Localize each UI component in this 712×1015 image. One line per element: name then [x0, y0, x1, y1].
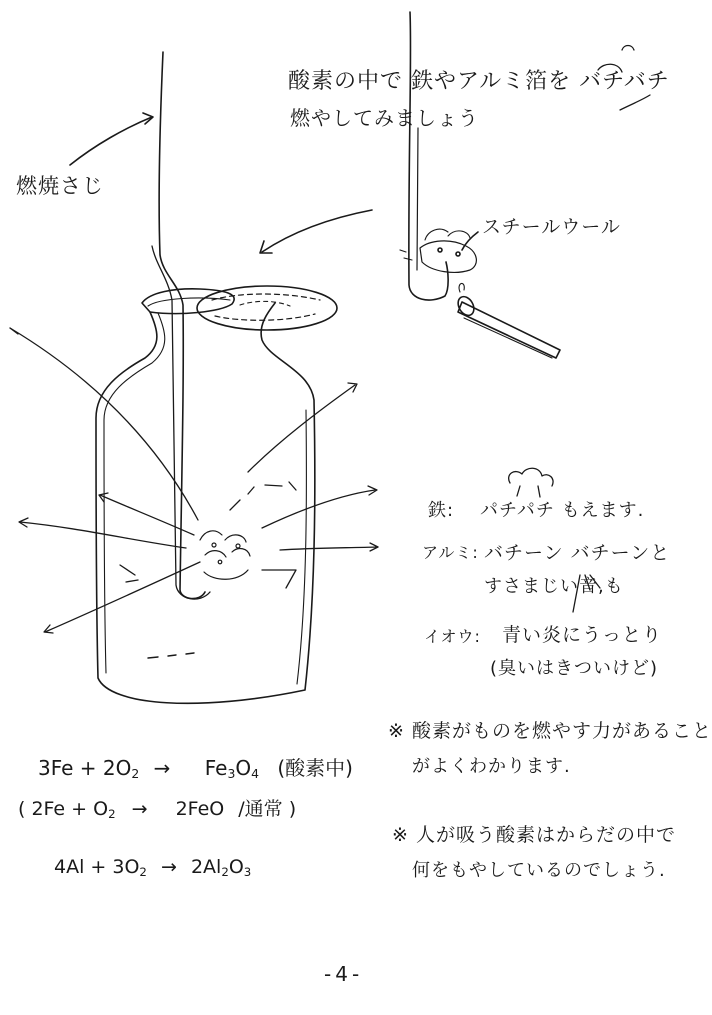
note-2-line-1: ※ 人が吸う酸素はからだの中で	[392, 824, 676, 846]
page-title: 酸素の中で 鉄やアルミ箔を バチバチ	[288, 69, 670, 94]
iron-text: パチパチ もえます.	[480, 500, 645, 521]
glass-lid	[197, 286, 337, 330]
aluminum-text: バチーン バチーンと	[484, 542, 671, 564]
sulfur-text: 青い炎にうっとり	[502, 624, 663, 646]
burning-steel-wool	[200, 531, 250, 579]
note-2-line-2: 何をもやしているのでしょう.	[412, 860, 666, 881]
match-icon	[455, 283, 560, 358]
eq3-rhs-a: 2Al	[190, 856, 222, 878]
eq3-rhs-s2: 3	[243, 864, 252, 879]
oxygen-jar	[96, 289, 315, 704]
equation-1	[38, 752, 353, 781]
combustion-spoon	[152, 52, 210, 599]
steel-wool-sample	[400, 12, 476, 300]
eq3-lhs-sub: 2	[139, 864, 147, 879]
sulfur-text2: (臭いはきついけど)	[490, 658, 659, 679]
eq1-arrow: →	[153, 756, 171, 780]
equation-3	[54, 856, 251, 878]
aluminum-label: アルミ:	[422, 543, 479, 562]
steel-wool-label: スチールウール	[482, 216, 621, 238]
eq2-rhs: 2FeO	[175, 798, 225, 820]
eq1-rhs-s1: 3	[227, 766, 236, 782]
eq1-lhs-sub: 2	[131, 766, 140, 782]
note-1-line-2: がよくわかります.	[412, 756, 571, 777]
aluminum-text2: すさまじい音,も	[484, 576, 624, 597]
page-number: -4-	[324, 962, 364, 986]
eq1-rhs-b: O	[235, 756, 252, 780]
equation-2	[18, 794, 296, 821]
eq2-lhs-sub: 2	[108, 806, 116, 821]
eq1-lhs: 3Fe + 2O	[38, 756, 132, 780]
sulfur-label: イオウ:	[424, 627, 481, 646]
spoon-pointer-arrow	[70, 113, 153, 165]
eq1-rhs-a: Fe	[204, 756, 228, 780]
eq2-arrow: →	[131, 798, 148, 820]
eq1-note: (酸素中)	[277, 756, 353, 780]
eq2-lhs: ( 2Fe + O	[18, 798, 109, 820]
eq1-rhs-s2: 4	[251, 766, 260, 782]
eq3-arrow: →	[160, 856, 177, 878]
eq3-rhs-b: O	[228, 856, 244, 878]
eq3-lhs: 4Al + 3O	[54, 856, 140, 878]
eq2-note: /通常 )	[238, 798, 297, 820]
steel-wool-arrow	[260, 210, 372, 253]
eq3-rhs-s1: 2	[221, 864, 229, 879]
spoon-label: 燃焼さじ	[16, 174, 104, 198]
spark-lines	[10, 328, 378, 633]
steel-wool-label-arrow	[462, 232, 478, 250]
iron-label: 鉄:	[428, 500, 455, 521]
page-title-line2: 燃やしてみましょう	[290, 106, 479, 130]
note-1-line-1: ※ 酸素がものを燃やす力があること	[388, 720, 712, 742]
